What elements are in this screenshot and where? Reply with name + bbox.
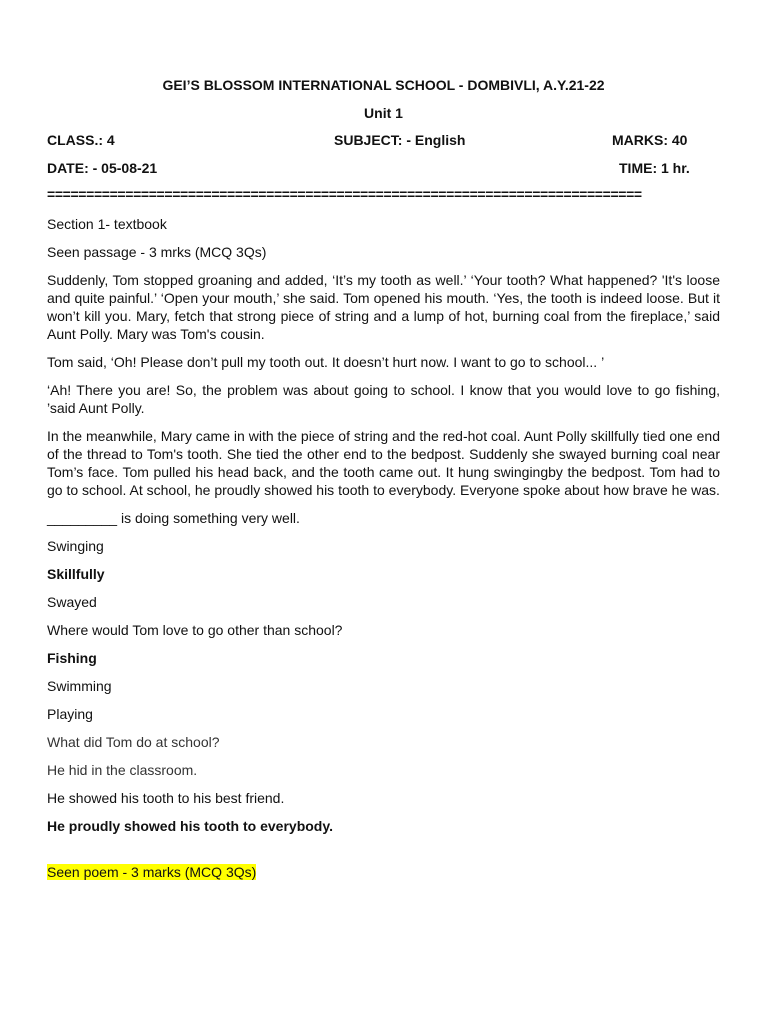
q1-option-answer: Skillfully xyxy=(47,566,105,582)
subject-label: SUBJECT: - English xyxy=(334,132,466,148)
seen-poem-highlight: Seen poem - 3 marks (MCQ 3Qs) xyxy=(47,864,257,880)
question-3: What did Tom do at school? xyxy=(47,734,220,750)
passage-paragraph: Suddenly, Tom stopped groaning and added, ‘It’s my tooth as well.’ ‘Your tooth? What happened? 'It's loose and quite painful.’ ‘Open your mouth,’ she said. Tom opened his mouth. ‘Yes, the tooth is indeed loose. But it won’t kill you. Mary, fetch that strong piece of string and a lump of hot, burning coal from the fireplace,’ said Aunt Polly. Mary was Tom's cousin. xyxy=(47,272,720,342)
q1-option: Swinging xyxy=(47,538,104,554)
section-title: Section 1- textbook xyxy=(47,216,167,232)
school-title: GEI’S BLOSSOM INTERNATIONAL SCHOOL - DOMBIVLI, A.Y.21-22 xyxy=(162,77,605,93)
q2-option: Playing xyxy=(47,706,93,722)
q1-option: Swayed xyxy=(47,594,97,610)
question-1: _________ is doing something very well. xyxy=(47,510,300,526)
q2-option: Swimming xyxy=(47,678,112,694)
q3-option: He showed his tooth to his best friend. xyxy=(47,790,285,806)
passage-paragraph: Tom said, ‘Oh! Please don’t pull my tooth out. It doesn’t hurt now. I want to go to school... ’ xyxy=(47,354,605,370)
question-2: Where would Tom love to go other than school? xyxy=(47,622,343,638)
q2-option-answer: Fishing xyxy=(47,650,97,666)
meta-row-class xyxy=(47,132,720,150)
q3-option: He hid in the classroom. xyxy=(47,762,198,778)
q3-option-answer: He proudly showed his tooth to everybody. xyxy=(47,818,333,834)
passage-paragraph: In the meanwhile, Mary came in with the piece of string and the red-hot coal. Aunt Polly skillfully tied one end of the thread to Tom's tooth. She tied the other end to the bedpost. Suddenly she swayed burning coal near Tom’s face. Tom pulled his head back, and the tooth came out. It hung swingingby the bedpost. Tom had to go to school. At school, he proudly showed his tooth to everybody. Everyone spoke about how brave he was. xyxy=(47,428,720,498)
meta-row-date xyxy=(47,160,720,178)
worksheet-content xyxy=(47,215,720,891)
class-label: CLASS.: 4 xyxy=(47,132,115,148)
seen-passage-heading: Seen passage - 3 mrks (MCQ 3Qs) xyxy=(47,244,267,260)
time-label: TIME: 1 hr. xyxy=(619,160,690,176)
marks-label: MARKS: 40 xyxy=(612,132,688,148)
separator-rule: ============================================================================ xyxy=(47,186,642,202)
passage-paragraph: ‘Ah! There you are! So, the problem was about going to school. I know that you would love to go fishing, ’said Aunt Polly. xyxy=(47,382,720,416)
unit-heading: Unit 1 xyxy=(364,105,403,121)
date-label: DATE: - 05-08-21 xyxy=(47,160,158,176)
seen-poem-heading xyxy=(47,863,720,881)
